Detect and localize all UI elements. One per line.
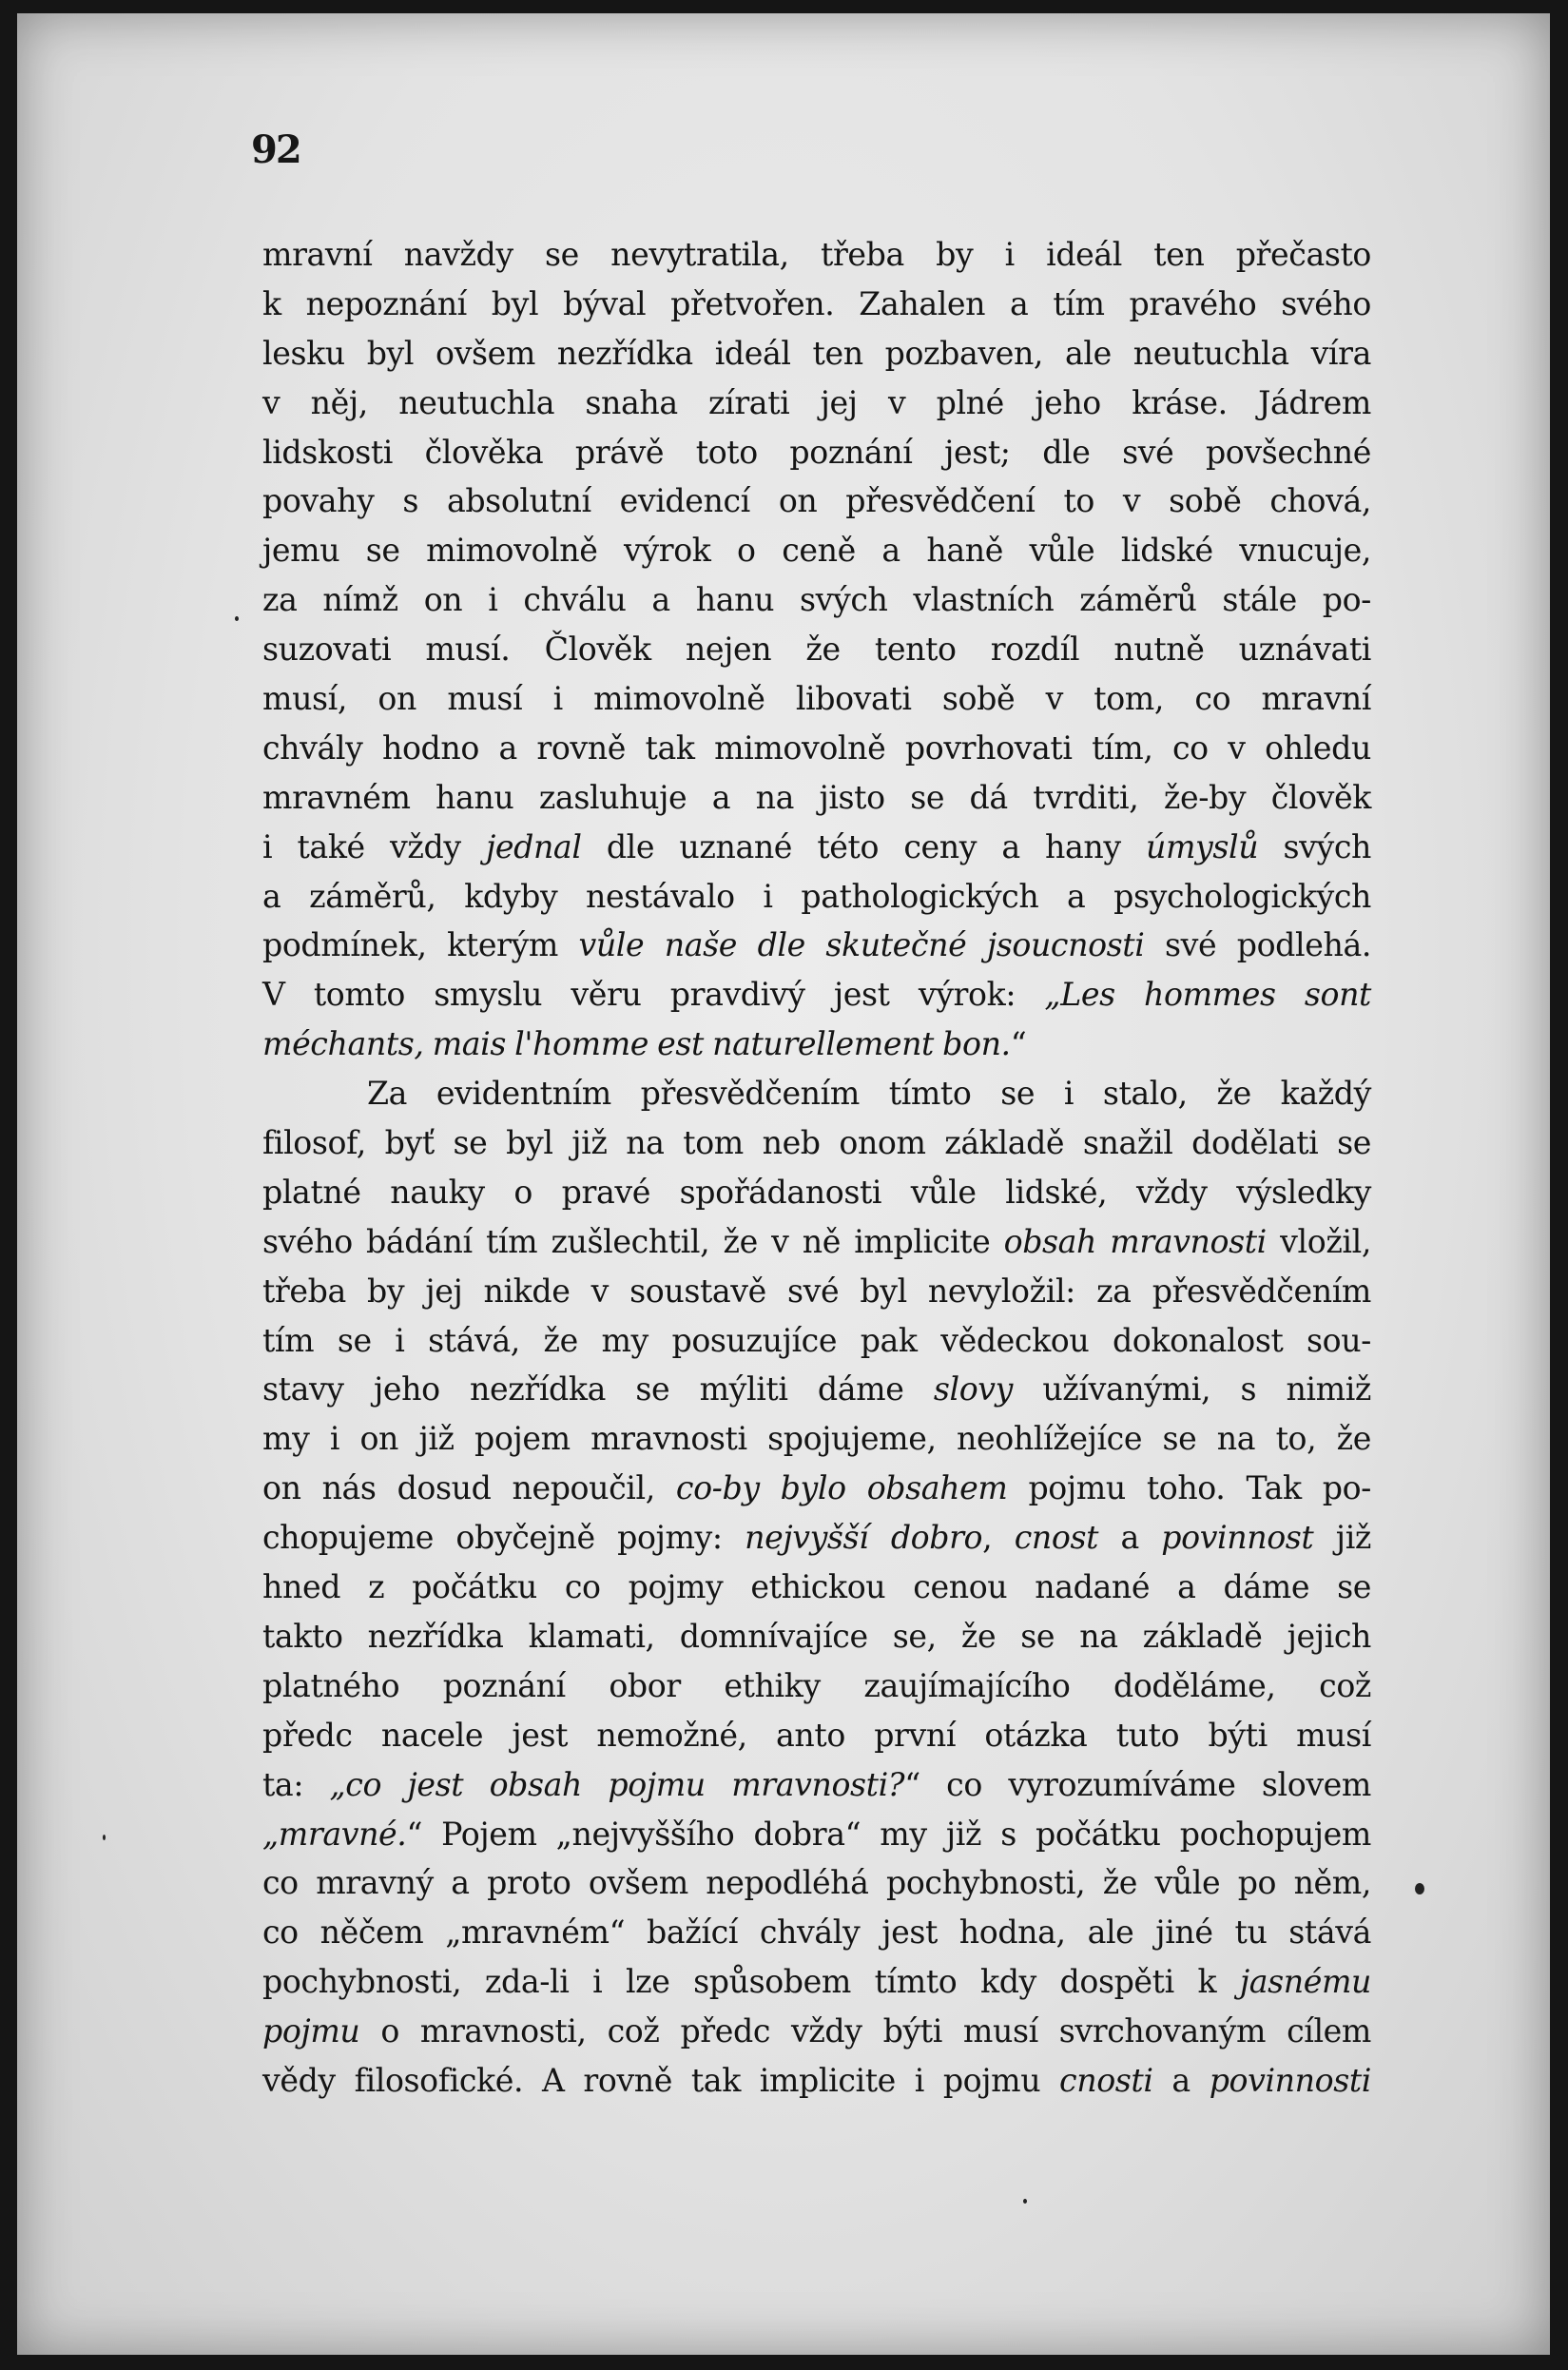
text-segment: třeba by jej nikde v soustavě své byl nevyložil: za přesvědčením xyxy=(262,1272,1371,1310)
text-segment: jemu se mimovolně výrok o ceně a haně vůle lidské vnucuje, xyxy=(262,532,1371,570)
book-page xyxy=(17,13,1550,2355)
text-line xyxy=(262,1957,1371,2007)
text-segment: co mravný a proto ovšem nepodléhá pochybnosti, že vůle po něm, xyxy=(262,1864,1371,1902)
text-line xyxy=(262,823,1371,872)
scan-speck xyxy=(235,616,239,621)
text-line xyxy=(262,379,1371,428)
text-segment: a xyxy=(1098,1519,1162,1557)
text-line xyxy=(262,1414,1371,1464)
text-line xyxy=(262,1267,1371,1316)
text-line xyxy=(262,1217,1371,1267)
text-segment: své podlehá. xyxy=(1144,926,1371,964)
text-line xyxy=(262,2056,1371,2106)
text-segment: hned z počátku co pojmy ethickou cenou nadané a dáme se xyxy=(262,1568,1371,1606)
text-segment: povahy s absolutní evidencí on přesvědčení to v sobě chová, xyxy=(262,482,1371,520)
text-segment: mravném hanu zasluhuje a na jisto se dá tvrditi, že-by člověk xyxy=(262,778,1371,816)
text-line xyxy=(262,1858,1371,1908)
text-line xyxy=(262,280,1371,329)
text-line xyxy=(262,230,1371,280)
scan-speck xyxy=(103,1835,106,1840)
text-segment: lidskosti člověka právě toto poznání jest; dle své povšechné xyxy=(262,433,1371,471)
text-segment: již xyxy=(1313,1519,1371,1557)
italic-text-segment: „mravné. xyxy=(262,1815,407,1853)
text-line xyxy=(262,1513,1371,1563)
text-line xyxy=(262,921,1371,970)
text-segment: svých xyxy=(1258,827,1371,865)
body-text xyxy=(262,230,1371,2106)
text-line xyxy=(262,476,1371,526)
text-segment: předc nacele jest nemožné, anto první otázka tuto býti musí xyxy=(262,1716,1371,1754)
text-line xyxy=(262,1020,1371,1069)
text-line xyxy=(262,872,1371,922)
italic-text-segment: povinnost xyxy=(1161,1519,1314,1557)
scan-speck xyxy=(1023,2199,1027,2204)
text-line xyxy=(262,1760,1371,1810)
text-segment: suzovati musí. Člověk nejen že tento rozdíl nutně uznávati xyxy=(262,631,1371,669)
italic-text-segment: „Les hommes sont xyxy=(1044,976,1371,1014)
italic-text-segment: pojmu xyxy=(262,2012,360,2050)
text-line xyxy=(262,724,1371,773)
text-line xyxy=(262,1464,1371,1513)
italic-text-segment: nejvyšší dobro xyxy=(745,1519,983,1557)
text-line xyxy=(262,1711,1371,1760)
text-segment: , xyxy=(982,1519,1015,1557)
text-segment: tím se i stává, že my posuzujíce pak vědeckou dokonalost sou- xyxy=(262,1321,1371,1359)
text-line xyxy=(262,428,1371,477)
text-segment: co něčem „mravném“ bažící chvály jest hodna, ale jiné tu stává xyxy=(262,1913,1371,1952)
text-segment: dle uznané této ceny a hany xyxy=(581,827,1146,865)
text-segment: my i on již pojem mravnosti spojujeme, neohlížejíce se na to, že xyxy=(262,1420,1371,1458)
italic-text-segment: povinnosti xyxy=(1209,2061,1371,2099)
text-segment: za nímž on i chválu a hanu svých vlastních záměrů stále po- xyxy=(262,581,1371,619)
italic-text-segment: vůle naše dle skutečné jsoucnosti xyxy=(578,926,1145,964)
text-line xyxy=(262,1365,1371,1414)
italic-text-segment: co-by bylo obsahem xyxy=(675,1469,1008,1507)
text-segment: musí, on musí i mimovolně libovati sobě v tom, co mravní xyxy=(262,680,1371,718)
text-line xyxy=(262,1908,1371,1957)
text-segment: pojmu toho. Tak po- xyxy=(1007,1469,1371,1507)
text-line xyxy=(262,674,1371,724)
italic-text-segment: obsah mravnosti xyxy=(1003,1222,1267,1260)
text-segment: mravní navždy se nevytratila, třeba by i ideál ten přečasto xyxy=(262,236,1371,273)
italic-text-segment: „co jest obsah pojmu mravnosti? xyxy=(329,1765,905,1803)
text-segment: i také vždy xyxy=(262,827,486,865)
italic-text-segment: cnosti xyxy=(1059,2061,1153,2099)
text-segment: filosof, byť se byl již na tom neb onom základě snažil dodělati se xyxy=(262,1124,1371,1162)
text-segment: on nás dosud nepoučil, xyxy=(262,1469,676,1507)
text-segment: chvály hodno a rovně tak mimovolně povrhovati tím, co v ohledu xyxy=(262,728,1371,767)
text-segment: a xyxy=(1152,2061,1210,2099)
text-segment: lesku byl ovšem nezřídka ideál ten pozbaven, ale neutuchla víra xyxy=(262,334,1371,372)
page-number: 92 xyxy=(251,127,300,172)
text-segment: k nepoznání byl býval přetvořen. Zahalen a tím pravého svého xyxy=(262,284,1371,322)
text-line xyxy=(262,2007,1371,2056)
text-segment: “ co vyrozumíváme slovem xyxy=(904,1765,1371,1803)
text-segment: v něj, neutuchla snaha zírati jej v plné jeho kráse. Jádrem xyxy=(262,383,1371,421)
italic-text-segment: jasnému xyxy=(1239,1963,1371,2001)
italic-text-segment: méchants, mais l'homme est naturellement bon. xyxy=(262,1025,1011,1063)
text-line xyxy=(262,329,1371,379)
text-line xyxy=(262,1168,1371,1217)
italic-text-segment: slovy xyxy=(933,1370,1013,1408)
text-segment: “ xyxy=(1010,1025,1027,1063)
text-segment: vědy filosofické. A rovně tak implicite i pojmu xyxy=(262,2061,1060,2099)
text-segment: ta: xyxy=(262,1765,330,1803)
text-segment: platné nauky o pravé spořádanosti vůle lidské, vždy výsledky xyxy=(262,1173,1371,1211)
text-segment: V tomto smyslu věru pravdivý jest výrok: xyxy=(262,976,1045,1014)
text-segment: podmínek, kterým xyxy=(262,926,579,964)
text-segment: stavy jeho nezřídka se mýliti dáme xyxy=(262,1370,934,1408)
text-segment: platného poznání obor ethiky zaujímajícího doděláme, což xyxy=(262,1666,1371,1704)
text-segment: Za evidentním přesvědčením tímto se i stalo, že každý xyxy=(367,1075,1371,1113)
text-line xyxy=(262,1810,1371,1859)
text-segment: chopujeme obyčejně pojmy: xyxy=(262,1519,745,1557)
scan-speck xyxy=(1415,1883,1424,1894)
text-line xyxy=(262,1612,1371,1661)
text-segment: takto nezřídka klamati, domnívajíce se, že se na základě jejich xyxy=(262,1617,1371,1655)
text-segment: o mravnosti, což předc vždy býti musí svrchovaným cílem xyxy=(359,2012,1371,2050)
text-line xyxy=(262,970,1371,1020)
italic-text-segment: úmyslů xyxy=(1146,827,1259,865)
text-line xyxy=(262,773,1371,823)
text-line xyxy=(262,1069,1371,1118)
text-segment: pochybnosti, zda-li i lze spůsobem tímto kdy dospěti k xyxy=(262,1963,1240,2001)
text-line xyxy=(262,625,1371,674)
text-line xyxy=(262,1563,1371,1612)
italic-text-segment: jednal xyxy=(485,827,582,865)
text-segment: svého bádání tím zušlechtil, že v ně implicite xyxy=(262,1222,1004,1260)
text-segment: “ Pojem „nejvyššího dobra“ my již s počátku pochopujem xyxy=(406,1815,1371,1853)
text-segment: užívanými, s nimiž xyxy=(1012,1370,1372,1408)
text-segment: a záměrů, kdyby nestávalo i pathologických a psychologických xyxy=(262,877,1371,915)
text-line xyxy=(262,526,1371,575)
text-line xyxy=(262,1118,1371,1168)
text-line xyxy=(262,575,1371,625)
text-line xyxy=(262,1661,1371,1711)
italic-text-segment: cnost xyxy=(1014,1519,1099,1557)
text-line xyxy=(262,1316,1371,1366)
text-segment: vložil, xyxy=(1266,1222,1371,1260)
